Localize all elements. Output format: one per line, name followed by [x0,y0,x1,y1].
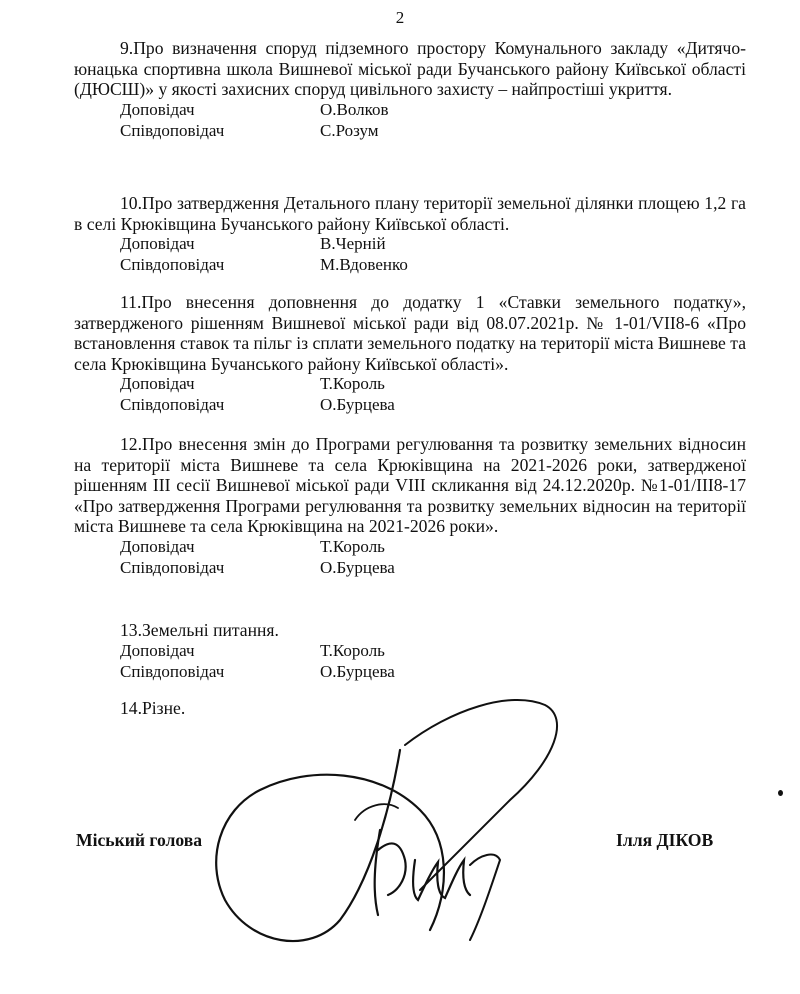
cospeaker-row [74,558,746,579]
cospeaker-label: Співдоповідач [120,255,225,275]
speaker-label: Доповідач [120,99,195,119]
speaker-label: Доповідач [120,536,195,556]
cospeaker-label: Співдоповідач [120,557,225,577]
cospeaker-row [74,121,746,142]
speaker-name: Т.Король [320,374,385,394]
cospeaker-label: Співдоповідач [120,120,225,140]
agenda-item-11 [74,292,746,416]
speaker-row [74,374,746,395]
agenda-item-title: 10.Про затвердження Детального плану території земельної ділянки площею 1,2 га в селі Крюківщина Бучанського району Київської області. [74,193,746,234]
speaker-label: Доповідач [120,374,195,394]
signature-image [150,690,570,970]
cospeaker-name: С.Розум [320,120,379,140]
cospeaker-row [74,395,746,416]
speaker-row [74,234,746,255]
cospeaker-name: О.Бурцева [320,557,395,577]
cospeaker-name: О.Бурцева [320,661,395,681]
page-number: 2 [395,8,405,27]
speaker-row [74,537,746,558]
agenda-item-title: 9.Про визначення споруд підземного простору Комунального закладу «Дитячо-юнацька спортивна школа Вишневої міської ради Бучанського району Київської області (ДЮСШ)» у якості захисних споруд цивільного захисту – найпростіші укриття. [74,38,746,100]
speaker-label: Доповідач [120,234,195,254]
cospeaker-name: М.Вдовенко [320,255,408,275]
agenda-item-9 [74,38,746,142]
speaker-label: Доповідач [120,640,195,660]
cospeaker-row [74,662,746,683]
scan-mark-dot [778,790,783,796]
cospeaker-label: Співдоповідач [120,395,225,415]
footer-position: Міський голова [76,830,203,850]
speaker-name: В.Черній [320,234,386,254]
cospeaker-name: О.Бурцева [320,395,395,415]
speaker-row [74,641,746,662]
cospeaker-label: Співдоповідач [120,661,225,681]
agenda-item-12 [74,434,746,579]
agenda-item-title: 14.Різне. [120,698,186,718]
footer-signatory-name: Ілля ДІКОВ [616,830,714,850]
agenda-item-10 [74,193,746,276]
speaker-name: Т.Король [320,640,385,660]
agenda-item-title: 11.Про внесення доповнення до додатку 1 «Ставки земельного податку», затвердженого рішенням Вишневої міської ради від 08.07.2021р. № 1-01/VII8-6 «Про встановлення ставок та пільг із сплати земельного податку на території міста Вишневе та села Крюківщина Бучанського району Київської області». [74,292,746,374]
cospeaker-row [74,255,746,276]
agenda-item-title: 13.Земельні питання. [120,620,279,640]
agenda-item-title: 12.Про внесення змін до Програми регулювання та розвитку земельних відносин на території міста Вишневе та села Крюківщина на 2021-2026 роки, затвердженої рішенням ІІІ сесії Вишневої міської ради VIII скликання від 24.12.2020р. №1-01/III8-17 «Про затвердження Програми регулювання та розвитку земельних відносин на території міста Вишневе та села Крюківщина на 2021-2026 роки». [74,434,746,537]
speaker-name: Т.Король [320,536,385,556]
speaker-name: О.Волков [320,99,389,119]
agenda-item-13 [74,620,746,683]
speaker-row [74,100,746,121]
